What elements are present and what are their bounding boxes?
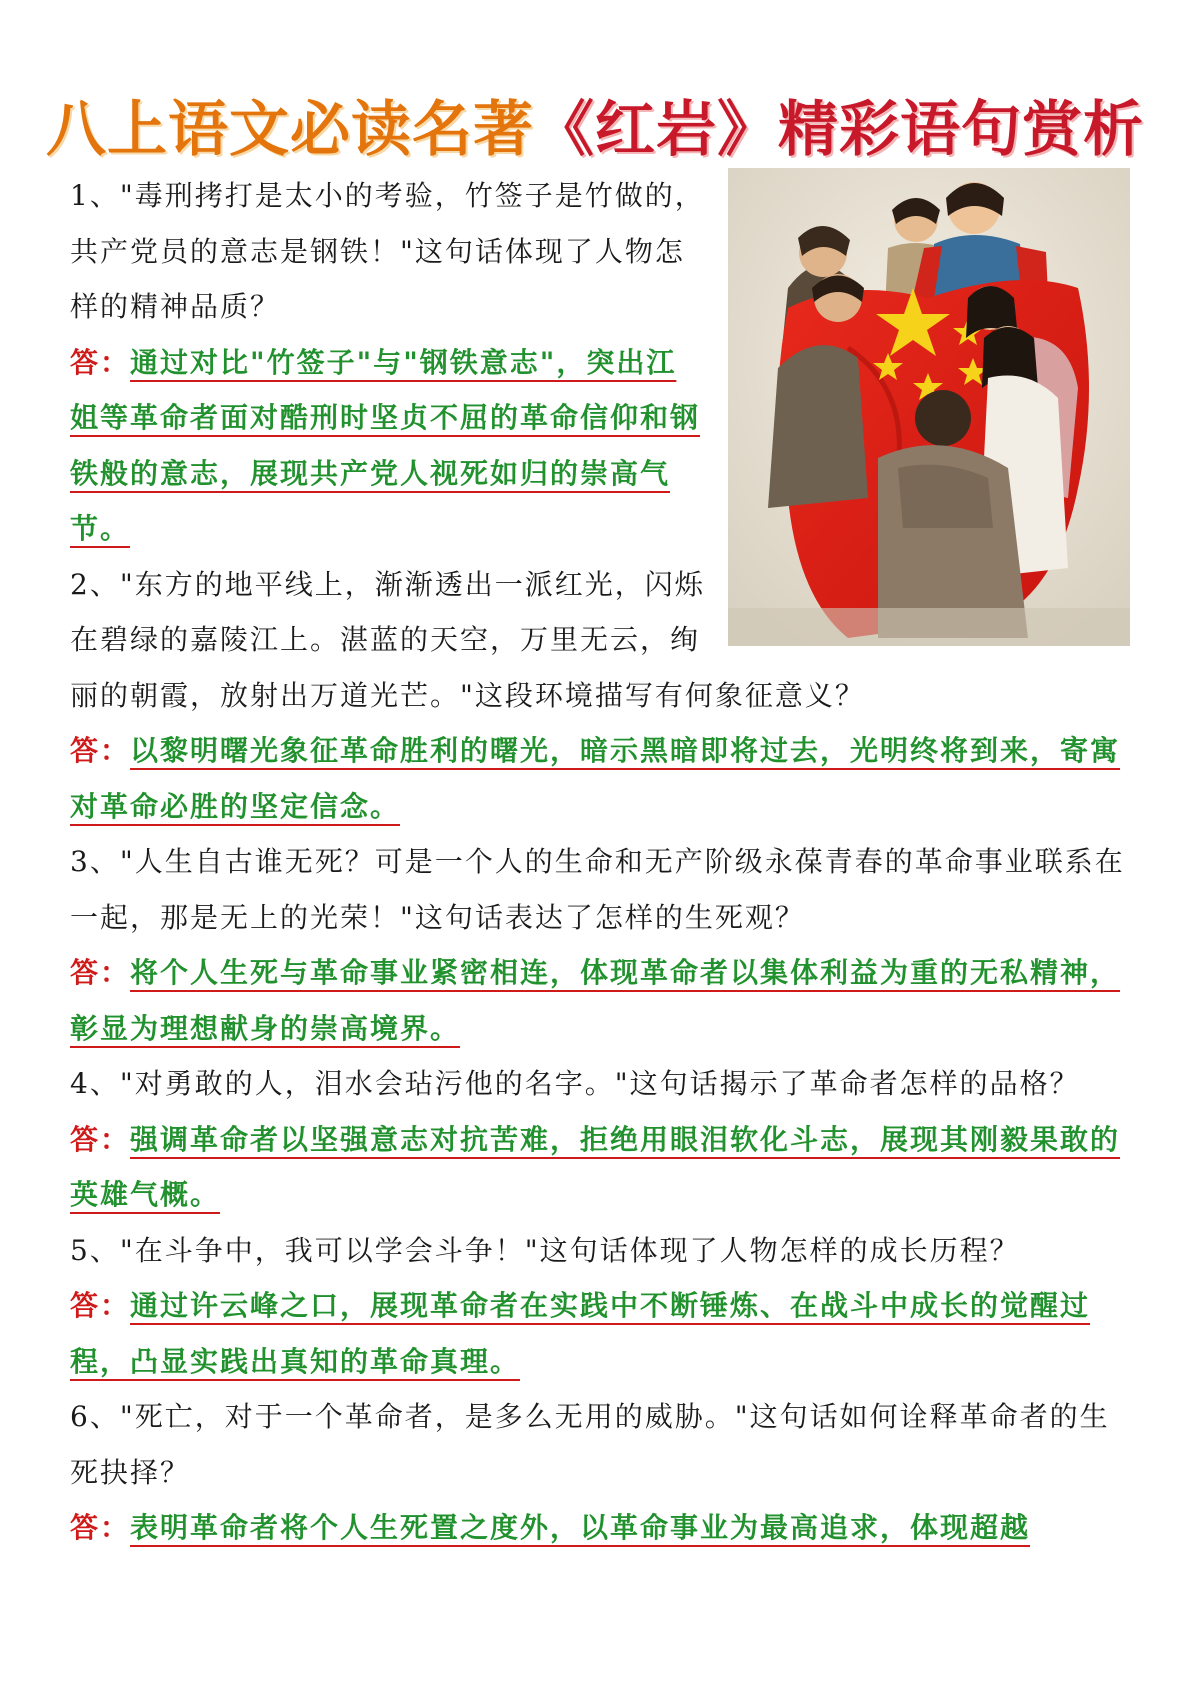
page-title <box>0 82 1190 168</box>
question-6: 6、"死亡，对于一个革命者，是多么无用的威胁。"这句话如何诠释革命者的生死抉择？ <box>70 1400 1110 1489</box>
answer-3 <box>70 945 1130 1056</box>
answer-4 <box>70 1112 1130 1223</box>
answer-6 <box>70 1500 1130 1556</box>
answer-5 <box>70 1278 1130 1389</box>
answer-label: 答： <box>70 345 131 379</box>
answer-label: 答： <box>70 734 131 767</box>
question-4: 4、"对勇敢的人，泪水会玷污他的名字。"这句话揭示了革命者怎样的品格？ <box>70 1067 1080 1100</box>
answer-text: 表明革命者将个人生死置之度外，以革命事业为最高追求，体现超越 <box>130 1511 1031 1544</box>
illustration <box>728 168 1130 646</box>
question-1: 1、"毒刑拷打是太小的考验，竹签子是竹做的，共产党员的意志是钢铁！"这句话体现了人物怎样的精神品质？ <box>70 179 705 323</box>
answer-label: 答： <box>70 956 131 989</box>
answer-label: 答： <box>70 1289 131 1322</box>
answer-text: 将个人生死与革命事业紧密相连，体现革命者以集体利益为重的无私精神，彰显为理想献身的崇高境界。 <box>70 956 1121 1045</box>
answer-text: 强调革命者以坚强意志对抗苦难，拒绝用眼泪软化斗志，展现其刚毅果敢的英雄气概。 <box>70 1122 1121 1211</box>
content <box>70 168 1130 1556</box>
answer-2 <box>70 723 1130 834</box>
answer-label: 答： <box>70 1511 131 1544</box>
answer-text: 通过对比"竹签子"与"钢铁意志"，突出江姐等革命者面对酷刑时坚贞不屈的革命信仰和钢铁般的意志，展现共产党人视死如归的崇高气节。 <box>70 345 701 545</box>
title-part-2: 《红岩》 <box>534 95 778 165</box>
title-part-1: 八上语文必读名著 <box>46 95 534 165</box>
question-2: 2、"东方的地平线上，渐渐透出一派红光，闪烁在碧绿的嘉陵江上。湛蓝的天空，万里无云，绚丽的朝霞，放射出万道光芒。"这段环境描写有何象征意义？ <box>70 567 865 712</box>
answer-text: 通过许云峰之口，展现革命者在实践中不断锤炼、在战斗中成长的觉醒过程，凸显实践出真知的革命真理。 <box>70 1289 1091 1378</box>
title-part-3: 精彩语句赏析 <box>778 95 1144 165</box>
answer-label: 答： <box>70 1122 131 1156</box>
question-3: 3、"人生自古谁无死？可是一个人的生命和无产阶级永葆青春的革命事业联系在一起，那是无上的光荣！"这句话表达了怎样的生死观？ <box>70 845 1125 934</box>
answer-text: 以黎明曙光象征革命胜利的曙光，暗示黑暗即将过去，光明终将到来，寄寓对革命必胜的坚定信念。 <box>70 734 1121 823</box>
question-5: 5、"在斗争中，我可以学会斗争！"这句话体现了人物怎样的成长历程？ <box>70 1233 1020 1267</box>
